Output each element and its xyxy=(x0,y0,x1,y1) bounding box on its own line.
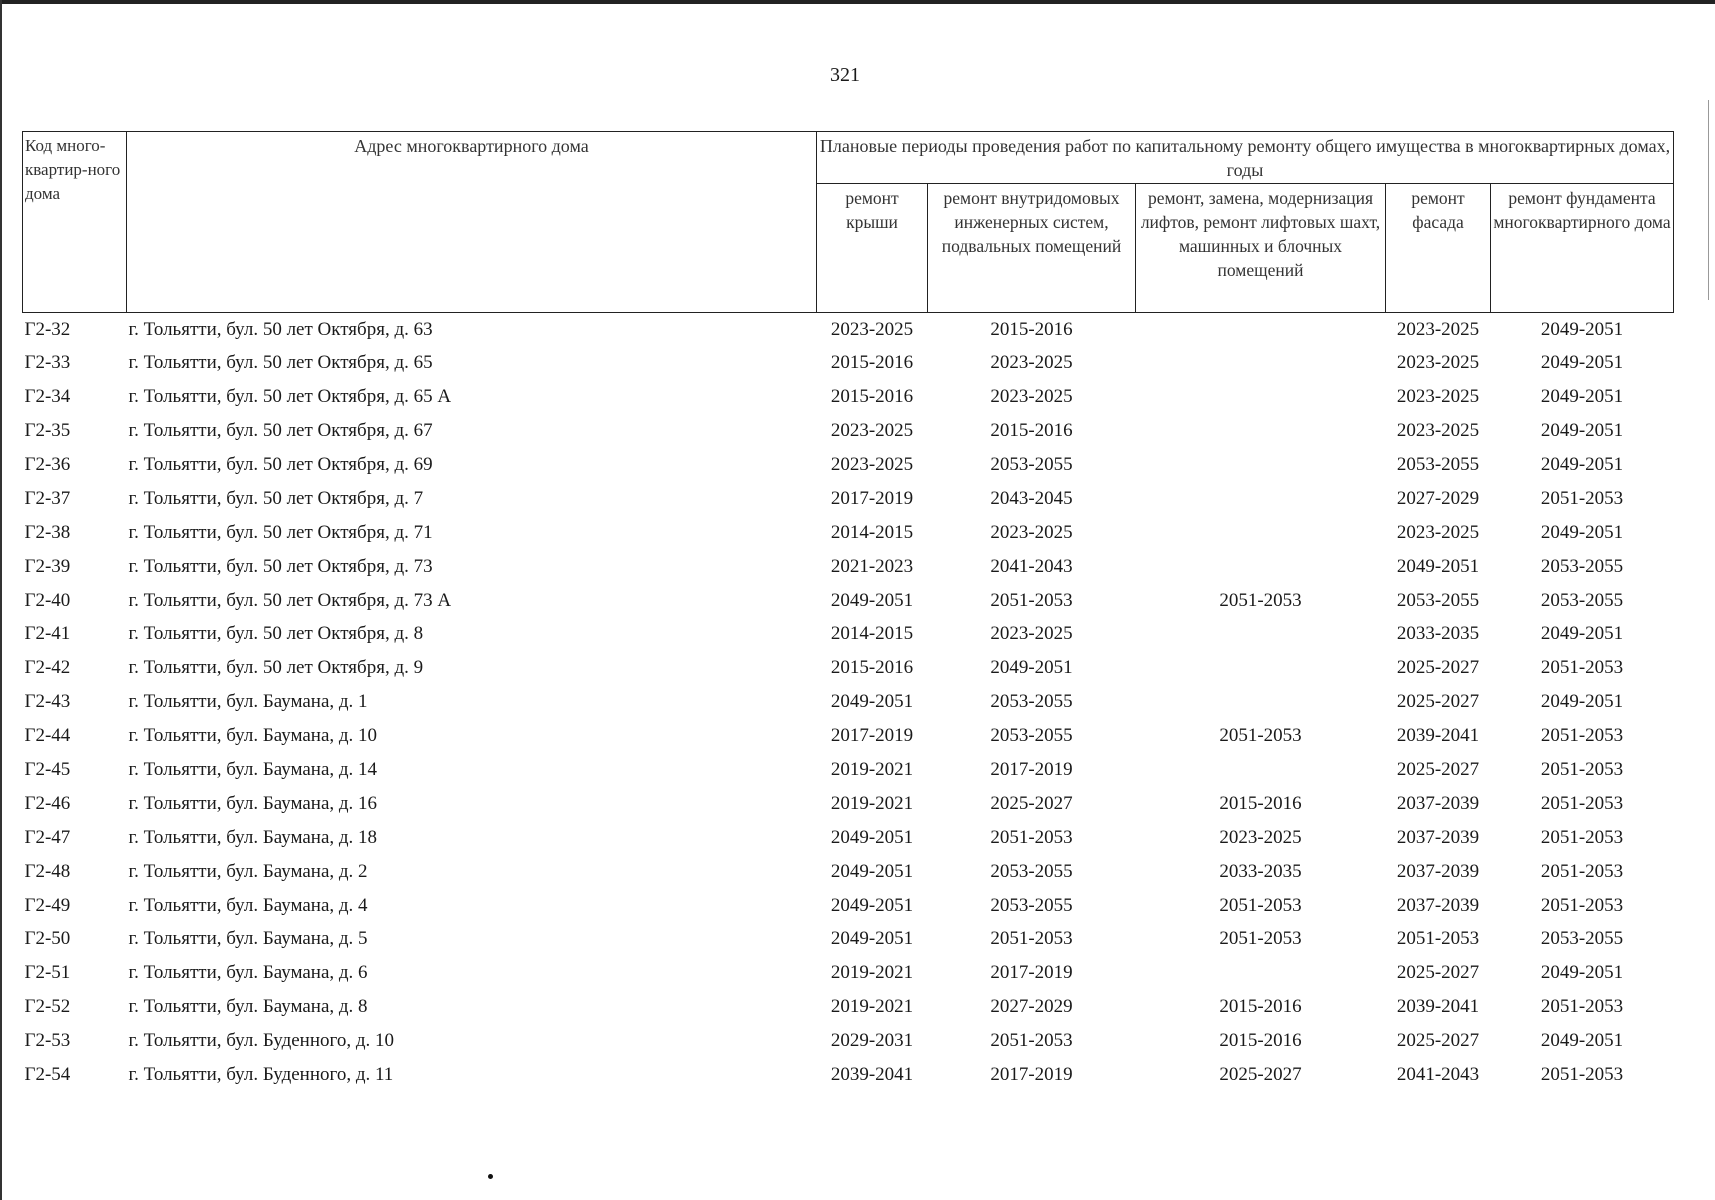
header-address: Адрес многоквартирного дома xyxy=(127,132,817,313)
header-code: Код много-квартир-ного дома xyxy=(23,132,127,313)
cell-facade: 2037-2039 xyxy=(1396,894,1480,916)
cell-facade: 2023-2025 xyxy=(1396,521,1480,543)
cell-code: Г2-39 xyxy=(24,555,71,577)
table-row xyxy=(23,990,1674,1024)
cell-lifts xyxy=(1136,346,1386,380)
cell-lifts xyxy=(1136,380,1386,414)
cell-roof: 2014-2015 xyxy=(830,521,914,543)
cell-code: Г2-46 xyxy=(24,792,71,814)
table-row xyxy=(23,685,1674,719)
cell-code: Г2-52 xyxy=(24,996,71,1018)
table-body xyxy=(23,313,1674,1092)
table-row xyxy=(23,923,1674,957)
cell-lifts: 2033-2035 xyxy=(1219,860,1302,882)
cell-address: г. Тольятти, бул. 50 лет Октября, д. 67 xyxy=(128,420,433,442)
cell-foundation: 2051-2053 xyxy=(1540,894,1624,916)
table-row xyxy=(23,821,1674,855)
cell-lifts xyxy=(1136,753,1386,787)
cell-address: г. Тольятти, бул. Баумана, д. 8 xyxy=(128,996,368,1018)
cell-address: г. Тольятти, бул. Баумана, д. 16 xyxy=(128,792,378,814)
cell-address: г. Тольятти, бул. Баумана, д. 14 xyxy=(128,759,378,781)
cell-facade: 2025-2027 xyxy=(1396,962,1480,984)
cell-engineering: 2053-2055 xyxy=(990,725,1073,747)
header-roof: ремонт крыши xyxy=(817,184,928,313)
cell-roof: 2017-2019 xyxy=(830,725,914,747)
cell-roof: 2049-2051 xyxy=(830,860,914,882)
table-row xyxy=(23,787,1674,821)
cell-facade: 2053-2055 xyxy=(1396,589,1480,611)
cell-engineering: 2053-2055 xyxy=(990,454,1073,475)
cell-roof: 2014-2015 xyxy=(830,623,914,645)
cell-lifts xyxy=(1136,651,1386,685)
cell-roof: 2015-2016 xyxy=(830,386,914,408)
cell-foundation: 2051-2053 xyxy=(1540,996,1624,1018)
cell-foundation: 2049-2051 xyxy=(1540,962,1624,984)
table-row xyxy=(23,516,1674,550)
cell-roof: 2023-2025 xyxy=(830,420,914,442)
cell-foundation: 2049-2051 xyxy=(1540,1030,1624,1052)
cell-address: г. Тольятти, бул. 50 лет Октября, д. 73 xyxy=(128,555,433,577)
cell-foundation: 2051-2053 xyxy=(1540,860,1624,882)
table-row xyxy=(23,346,1674,380)
cell-address: г. Тольятти, бул. Баумана, д. 10 xyxy=(128,725,378,747)
cell-engineering: 2023-2025 xyxy=(990,521,1073,543)
cell-lifts: 2023-2025 xyxy=(1219,826,1302,848)
cell-lifts: 2051-2053 xyxy=(1219,928,1302,950)
cell-code: Г2-37 xyxy=(24,487,71,509)
cell-code: Г2-48 xyxy=(24,860,71,882)
table-row xyxy=(23,448,1674,482)
cell-engineering: 2017-2019 xyxy=(990,1064,1073,1086)
cell-address: г. Тольятти, бул. 50 лет Октября, д. 71 xyxy=(128,521,433,543)
cell-foundation: 2053-2055 xyxy=(1540,555,1624,577)
cell-engineering: 2023-2025 xyxy=(990,386,1073,408)
cell-address: г. Тольятти, бул. 50 лет Октября, д. 9 xyxy=(128,657,424,679)
cell-roof: 2049-2051 xyxy=(830,894,914,916)
cell-code: Г2-51 xyxy=(24,962,71,984)
cell-foundation: 2053-2055 xyxy=(1540,589,1624,611)
cell-lifts: 2015-2016 xyxy=(1219,792,1302,814)
cell-roof: 2029-2031 xyxy=(830,1030,914,1052)
cell-engineering: 2015-2016 xyxy=(990,318,1073,340)
cell-address: г. Тольятти, бул. Буденного, д. 10 xyxy=(128,1030,394,1052)
cell-address: г. Тольятти, бул. Баумана, д. 6 xyxy=(128,962,368,984)
cell-engineering: 2049-2051 xyxy=(990,657,1073,679)
table-row xyxy=(23,482,1674,516)
cell-engineering: 2015-2016 xyxy=(990,420,1073,442)
header-lifts: ремонт, замена, модернизация лифтов, ремонт лифтовых шахт, машинных и блочных помещений xyxy=(1136,184,1386,313)
cell-lifts: 2025-2027 xyxy=(1219,1064,1302,1086)
cell-facade: 2037-2039 xyxy=(1396,860,1480,882)
cell-engineering: 2051-2053 xyxy=(990,928,1073,950)
cell-address: г. Тольятти, бул. Баумана, д. 18 xyxy=(128,826,378,848)
cell-code: Г2-53 xyxy=(24,1030,71,1052)
cell-roof: 2023-2025 xyxy=(830,318,914,340)
table-row xyxy=(23,584,1674,618)
cell-roof: 2019-2021 xyxy=(830,962,914,984)
cell-facade: 2037-2039 xyxy=(1396,826,1480,848)
cell-lifts xyxy=(1136,448,1386,482)
cell-code: Г2-42 xyxy=(24,657,71,679)
cell-code: Г2-45 xyxy=(24,759,71,781)
cell-foundation: 2051-2053 xyxy=(1540,1064,1624,1086)
cell-code: Г2-33 xyxy=(24,352,71,374)
cell-foundation: 2049-2051 xyxy=(1540,623,1624,645)
cell-roof: 2019-2021 xyxy=(830,759,914,781)
cell-code: Г2-54 xyxy=(24,1064,71,1086)
cell-facade: 2023-2025 xyxy=(1396,420,1480,442)
cell-address: г. Тольятти, бул. 50 лет Октября, д. 63 xyxy=(128,318,433,340)
cell-foundation: 2049-2051 xyxy=(1540,386,1624,408)
cell-roof: 2021-2023 xyxy=(830,555,914,577)
cell-facade: 2023-2025 xyxy=(1396,352,1480,374)
cell-foundation: 2049-2051 xyxy=(1540,352,1624,374)
cell-code: Г2-36 xyxy=(24,454,71,475)
cell-lifts xyxy=(1136,313,1386,347)
cell-roof: 2049-2051 xyxy=(830,589,914,611)
cell-code: Г2-41 xyxy=(24,623,71,645)
cell-code: Г2-34 xyxy=(24,386,71,408)
cell-foundation: 2051-2053 xyxy=(1540,792,1624,814)
table-row xyxy=(23,1024,1674,1058)
cell-foundation: 2051-2053 xyxy=(1540,725,1624,747)
cell-address: г. Тольятти, бул. Буденного, д. 11 xyxy=(128,1064,394,1086)
table-row xyxy=(23,618,1674,652)
cell-code: Г2-38 xyxy=(24,521,71,543)
cell-lifts xyxy=(1136,414,1386,448)
table-row xyxy=(23,719,1674,753)
cell-foundation: 2049-2051 xyxy=(1540,318,1624,340)
header-foundation: ремонт фундамента многоквартирного дома xyxy=(1491,184,1674,313)
cell-lifts xyxy=(1136,956,1386,990)
header-facade: ремонт фасада xyxy=(1386,184,1491,313)
cell-lifts xyxy=(1136,516,1386,550)
cell-code: Г2-40 xyxy=(24,589,71,611)
cell-code: Г2-49 xyxy=(24,894,71,916)
cell-facade: 2051-2053 xyxy=(1396,928,1480,950)
cell-roof: 2019-2021 xyxy=(830,996,914,1018)
cell-facade: 2027-2029 xyxy=(1396,487,1480,509)
table-row xyxy=(23,380,1674,414)
cell-foundation: 2051-2053 xyxy=(1540,487,1624,509)
cell-foundation: 2049-2051 xyxy=(1540,691,1624,713)
cell-facade: 2023-2025 xyxy=(1396,318,1480,340)
cell-foundation: 2053-2055 xyxy=(1540,928,1624,950)
cell-facade: 2037-2039 xyxy=(1396,792,1480,814)
cell-roof: 2049-2051 xyxy=(830,826,914,848)
cell-address: г. Тольятти, бул. Баумана, д. 1 xyxy=(128,691,368,713)
cell-lifts: 2051-2053 xyxy=(1219,725,1302,747)
cell-engineering: 2043-2045 xyxy=(990,487,1073,509)
cell-foundation: 2051-2053 xyxy=(1540,657,1624,679)
cell-address: г. Тольятти, бул. Баумана, д. 4 xyxy=(128,894,368,916)
cell-engineering: 2017-2019 xyxy=(990,962,1073,984)
cell-address: г. Тольятти, бул. 50 лет Октября, д. 73 А xyxy=(128,589,452,611)
cell-code: Г2-50 xyxy=(24,928,71,950)
cell-engineering: 2053-2055 xyxy=(990,860,1073,882)
cell-roof: 2017-2019 xyxy=(830,487,914,509)
cell-address: г. Тольятти, бул. 50 лет Октября, д. 8 xyxy=(128,623,424,645)
cell-engineering: 2023-2025 xyxy=(990,623,1073,645)
cell-address: г. Тольятти, бул. Баумана, д. 2 xyxy=(128,860,368,882)
table-row xyxy=(23,956,1674,990)
cell-address: г. Тольятти, бул. 50 лет Октября, д. 7 xyxy=(128,487,424,509)
cell-lifts: 2051-2053 xyxy=(1219,589,1302,611)
cell-lifts xyxy=(1136,550,1386,584)
scan-border-top xyxy=(0,0,1715,4)
cell-facade: 2025-2027 xyxy=(1396,657,1480,679)
cell-facade: 2023-2025 xyxy=(1396,386,1480,408)
table-row xyxy=(23,753,1674,787)
cell-facade: 2049-2051 xyxy=(1396,555,1480,577)
table-row xyxy=(23,414,1674,448)
cell-lifts: 2015-2016 xyxy=(1219,1030,1302,1052)
cell-code: Г2-47 xyxy=(24,826,71,848)
cell-engineering: 2051-2053 xyxy=(990,589,1073,611)
cell-address: г. Тольятти, бул. 50 лет Октября, д. 65 А xyxy=(128,386,452,408)
cell-foundation: 2051-2053 xyxy=(1540,826,1624,848)
table-row xyxy=(23,313,1674,347)
cell-foundation: 2051-2053 xyxy=(1540,759,1624,781)
table-row xyxy=(23,855,1674,889)
cell-roof: 2019-2021 xyxy=(830,792,914,814)
cell-foundation: 2049-2051 xyxy=(1540,521,1624,543)
cell-engineering: 2051-2053 xyxy=(990,826,1073,848)
cell-engineering: 2041-2043 xyxy=(990,555,1073,577)
header-engineering: ремонт внутридомовых инженерных систем, подвальных помещений xyxy=(928,184,1136,313)
cell-address: г. Тольятти, бул. 50 лет Октября, д. 65 xyxy=(128,352,433,374)
cell-lifts xyxy=(1136,685,1386,719)
cell-engineering: 2027-2029 xyxy=(990,996,1073,1018)
cell-code: Г2-44 xyxy=(24,725,71,747)
scan-speck xyxy=(488,1174,493,1179)
page-number: 321 xyxy=(830,64,860,86)
cell-lifts: 2051-2053 xyxy=(1219,894,1302,916)
cell-facade: 2025-2027 xyxy=(1396,759,1480,781)
cell-facade: 2025-2027 xyxy=(1396,1030,1480,1052)
header-periods-group: Плановые периоды проведения работ по капитальному ремонту общего имущества в многоквартирных домах, годы xyxy=(817,132,1674,184)
cell-code: Г2-32 xyxy=(24,318,71,340)
cell-facade: 2033-2035 xyxy=(1396,623,1480,645)
cell-lifts xyxy=(1136,482,1386,516)
cell-engineering: 2051-2053 xyxy=(990,1030,1073,1052)
cell-address: г. Тольятти, бул. Баумана, д. 5 xyxy=(128,928,368,950)
cell-engineering: 2053-2055 xyxy=(990,894,1073,916)
cell-roof: 2039-2041 xyxy=(830,1064,914,1086)
table-row xyxy=(23,651,1674,685)
cell-facade: 2041-2043 xyxy=(1396,1064,1480,1086)
capital-repair-table xyxy=(22,131,1674,1092)
cell-code: Г2-35 xyxy=(24,420,71,442)
cell-roof: 2015-2016 xyxy=(830,657,914,679)
cell-roof: 2049-2051 xyxy=(830,691,914,713)
scan-border-left xyxy=(0,0,2,1200)
cell-address: г. Тольятти, бул. 50 лет Октября, д. 69 xyxy=(128,454,433,475)
table-row xyxy=(23,550,1674,584)
cell-engineering: 2023-2025 xyxy=(990,352,1073,374)
cell-facade: 2053-2055 xyxy=(1396,454,1480,475)
cell-facade: 2039-2041 xyxy=(1396,725,1480,747)
cell-facade: 2025-2027 xyxy=(1396,691,1480,713)
cell-roof: 2049-2051 xyxy=(830,928,914,950)
cell-facade: 2039-2041 xyxy=(1396,996,1480,1018)
cell-foundation: 2049-2051 xyxy=(1540,454,1624,475)
cell-roof: 2015-2016 xyxy=(830,352,914,374)
cell-code: Г2-43 xyxy=(24,691,71,713)
cell-roof: 2023-2025 xyxy=(830,454,914,475)
cell-lifts xyxy=(1136,618,1386,652)
cell-lifts: 2015-2016 xyxy=(1219,996,1302,1018)
table-row xyxy=(23,889,1674,923)
table-row xyxy=(23,1058,1674,1092)
cell-foundation: 2049-2051 xyxy=(1540,420,1624,442)
cell-engineering: 2025-2027 xyxy=(990,792,1073,814)
scan-margin-line xyxy=(1708,100,1709,300)
cell-engineering: 2017-2019 xyxy=(990,759,1073,781)
cell-engineering: 2053-2055 xyxy=(990,691,1073,713)
